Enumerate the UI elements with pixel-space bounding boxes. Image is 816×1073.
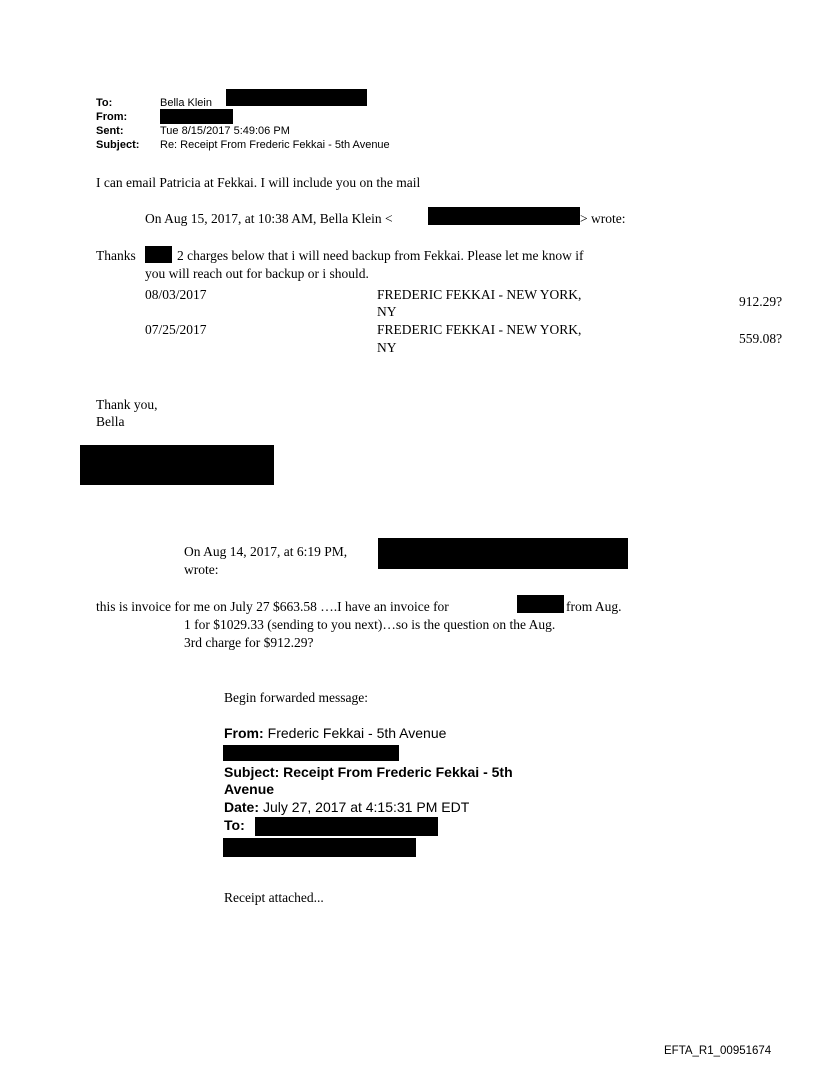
quote2-line3: 3rd charge for $912.29? xyxy=(184,635,314,650)
signoff-thanks: Thank you, xyxy=(96,397,158,412)
fwd-date-row xyxy=(224,799,469,817)
receipt-attached: Receipt attached... xyxy=(224,890,324,905)
quote2-line1-a: this is invoice for me on July 27 $663.58 ….I have an invoice for xyxy=(96,599,449,614)
redaction-bar xyxy=(378,538,628,569)
subject-label: Subject: xyxy=(96,139,140,151)
from-label: From: xyxy=(96,111,128,123)
fwd-from-row xyxy=(224,725,446,743)
redaction-bar xyxy=(80,445,274,485)
quote2-intro-wrote: wrote: xyxy=(184,562,219,577)
fwd-from-label: From: xyxy=(224,725,264,741)
charge-date: 08/03/2017 xyxy=(145,287,207,302)
fwd-date-value: July 27, 2017 at 4:15:31 PM EDT xyxy=(263,799,470,815)
quote1-intro xyxy=(145,210,393,227)
fwd-subject-line2: Avenue xyxy=(224,781,275,797)
reply-line: I can email Patricia at Fekkai. I will include you on the mail xyxy=(96,175,421,190)
sent-value: Tue 8/15/2017 5:49:06 PM xyxy=(160,125,290,137)
charge-date: 07/25/2017 xyxy=(145,322,207,337)
subject-value: Re: Receipt From Frederic Fekkai - 5th Avenue xyxy=(160,139,390,151)
quote2-line2: 1 for $1029.33 (sending to you next)…so is the question on the Aug. xyxy=(184,617,556,632)
redaction-bar xyxy=(145,246,172,263)
quote2-intro: On Aug 14, 2017, at 6:19 PM, xyxy=(184,544,348,559)
redaction-bar xyxy=(223,838,416,857)
signoff-name: Bella xyxy=(96,414,125,429)
to-value: Bella Klein xyxy=(160,97,212,109)
fwd-from-value: Frederic Fekkai - 5th Avenue xyxy=(267,725,447,741)
charge-merchant: FREDERIC FEKKAI - NEW YORK, xyxy=(377,287,582,302)
document-id: EFTA_R1_00951674 xyxy=(664,1045,772,1057)
quote1-intro-prefix: On Aug 15, 2017, at 10:38 AM, Bella Klein < xyxy=(145,211,393,226)
charge-merchant: FREDERIC FEKKAI - NEW YORK, xyxy=(377,322,582,337)
quote1-line1: 2 charges below that i will need backup from Fekkai. Please let me know if xyxy=(177,248,584,263)
sent-label: Sent: xyxy=(96,125,124,137)
charge-amount: 559.08? xyxy=(739,331,783,346)
redaction-bar xyxy=(223,745,399,761)
redaction-bar xyxy=(517,595,564,613)
begin-forwarded: Begin forwarded message: xyxy=(224,690,368,705)
to-label: To: xyxy=(96,97,113,109)
charge-merchant-line2: NY xyxy=(377,340,397,355)
quote1-intro-suffix: > wrote: xyxy=(580,211,626,226)
fwd-to-label: To: xyxy=(224,817,245,833)
redaction-bar xyxy=(226,89,367,106)
redaction-bar xyxy=(160,109,233,124)
charge-merchant-line2: NY xyxy=(377,304,397,319)
charge-amount: 912.29? xyxy=(739,294,783,309)
quote1-thanks: Thanks xyxy=(96,248,136,263)
quote1-line2: you will reach out for backup or i should. xyxy=(145,266,369,281)
fwd-subject: Subject: Receipt From Frederic Fekkai - 5th xyxy=(224,764,513,780)
redaction-bar xyxy=(255,817,438,836)
redaction-bar xyxy=(428,207,580,225)
quote2-line1-b: from Aug. xyxy=(566,599,622,614)
fwd-date-label: Date: xyxy=(224,799,260,815)
